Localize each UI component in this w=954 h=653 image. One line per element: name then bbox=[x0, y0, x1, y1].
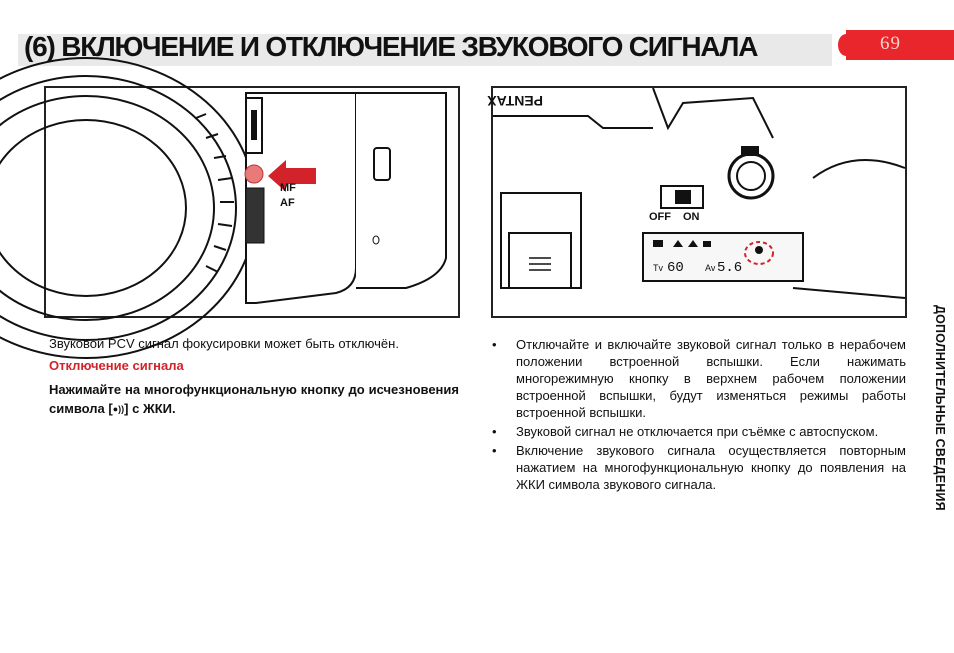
bullet: • bbox=[492, 443, 497, 458]
figure-lens-button bbox=[44, 86, 460, 318]
note-item bbox=[492, 423, 906, 440]
instruction-part-1: Нажимайте на многофункциональную кнопку до исчезновения символа [ bbox=[49, 382, 459, 416]
mf-label: MF bbox=[280, 182, 296, 194]
lcd-tv-label: Tv bbox=[653, 263, 663, 273]
lcd-tv-value: 60 bbox=[667, 260, 684, 276]
note-text: Звуковой сигнал не отключается при съёмке с автоспуском. bbox=[516, 424, 879, 439]
figure-caption: Звуковой PCV сигнал фокусировки может быть отключён. bbox=[49, 336, 399, 351]
lens-illustration bbox=[46, 88, 458, 316]
af-label: AF bbox=[280, 197, 295, 209]
notes-list bbox=[492, 336, 906, 495]
page-number: 69 bbox=[880, 33, 901, 54]
brand-logo: PENTAX bbox=[487, 93, 543, 109]
beep-inline-icon: ●)) bbox=[112, 404, 125, 415]
section-heading: Отключение сигнала bbox=[49, 358, 184, 373]
lcd-av-label: Av bbox=[705, 263, 716, 273]
note-item bbox=[492, 442, 906, 493]
instruction-text bbox=[49, 380, 459, 419]
camera-illustration bbox=[487, 88, 905, 316]
instruction-part-2: ] с ЖКИ. bbox=[124, 401, 176, 416]
note-text: Отключайте и включайте звуковой сигнал только в нерабочем положении встроенной вспышки. Если нажимать многорежимную кнопку в верхнем рабочем положении встроенной вспышки, будут изменяться режимы работы встроенной вспышки. bbox=[516, 337, 906, 420]
page-title: (6) ВКЛЮЧЕНИЕ И ОТКЛЮЧЕНИЕ ЗВУКОВОГО СИГНАЛА bbox=[24, 31, 758, 62]
note-item bbox=[492, 336, 906, 421]
figure-camera-lcd bbox=[487, 86, 907, 318]
bullet: • bbox=[492, 337, 497, 352]
note-text: Включение звукового сигнала осуществляется повторным нажатием на многофункциональную кнопку до появления на ЖКИ символа звукового сигнала. bbox=[516, 443, 906, 492]
side-section-label: ДОПОЛНИТЕЛЬНЫЕ СВЕДЕНИЯ bbox=[933, 305, 947, 511]
switch-off-label: OFF bbox=[649, 211, 671, 223]
bullet: • bbox=[492, 424, 497, 439]
switch-on-label: ON bbox=[683, 211, 700, 223]
lcd-av-value: 5.6 bbox=[717, 260, 743, 276]
